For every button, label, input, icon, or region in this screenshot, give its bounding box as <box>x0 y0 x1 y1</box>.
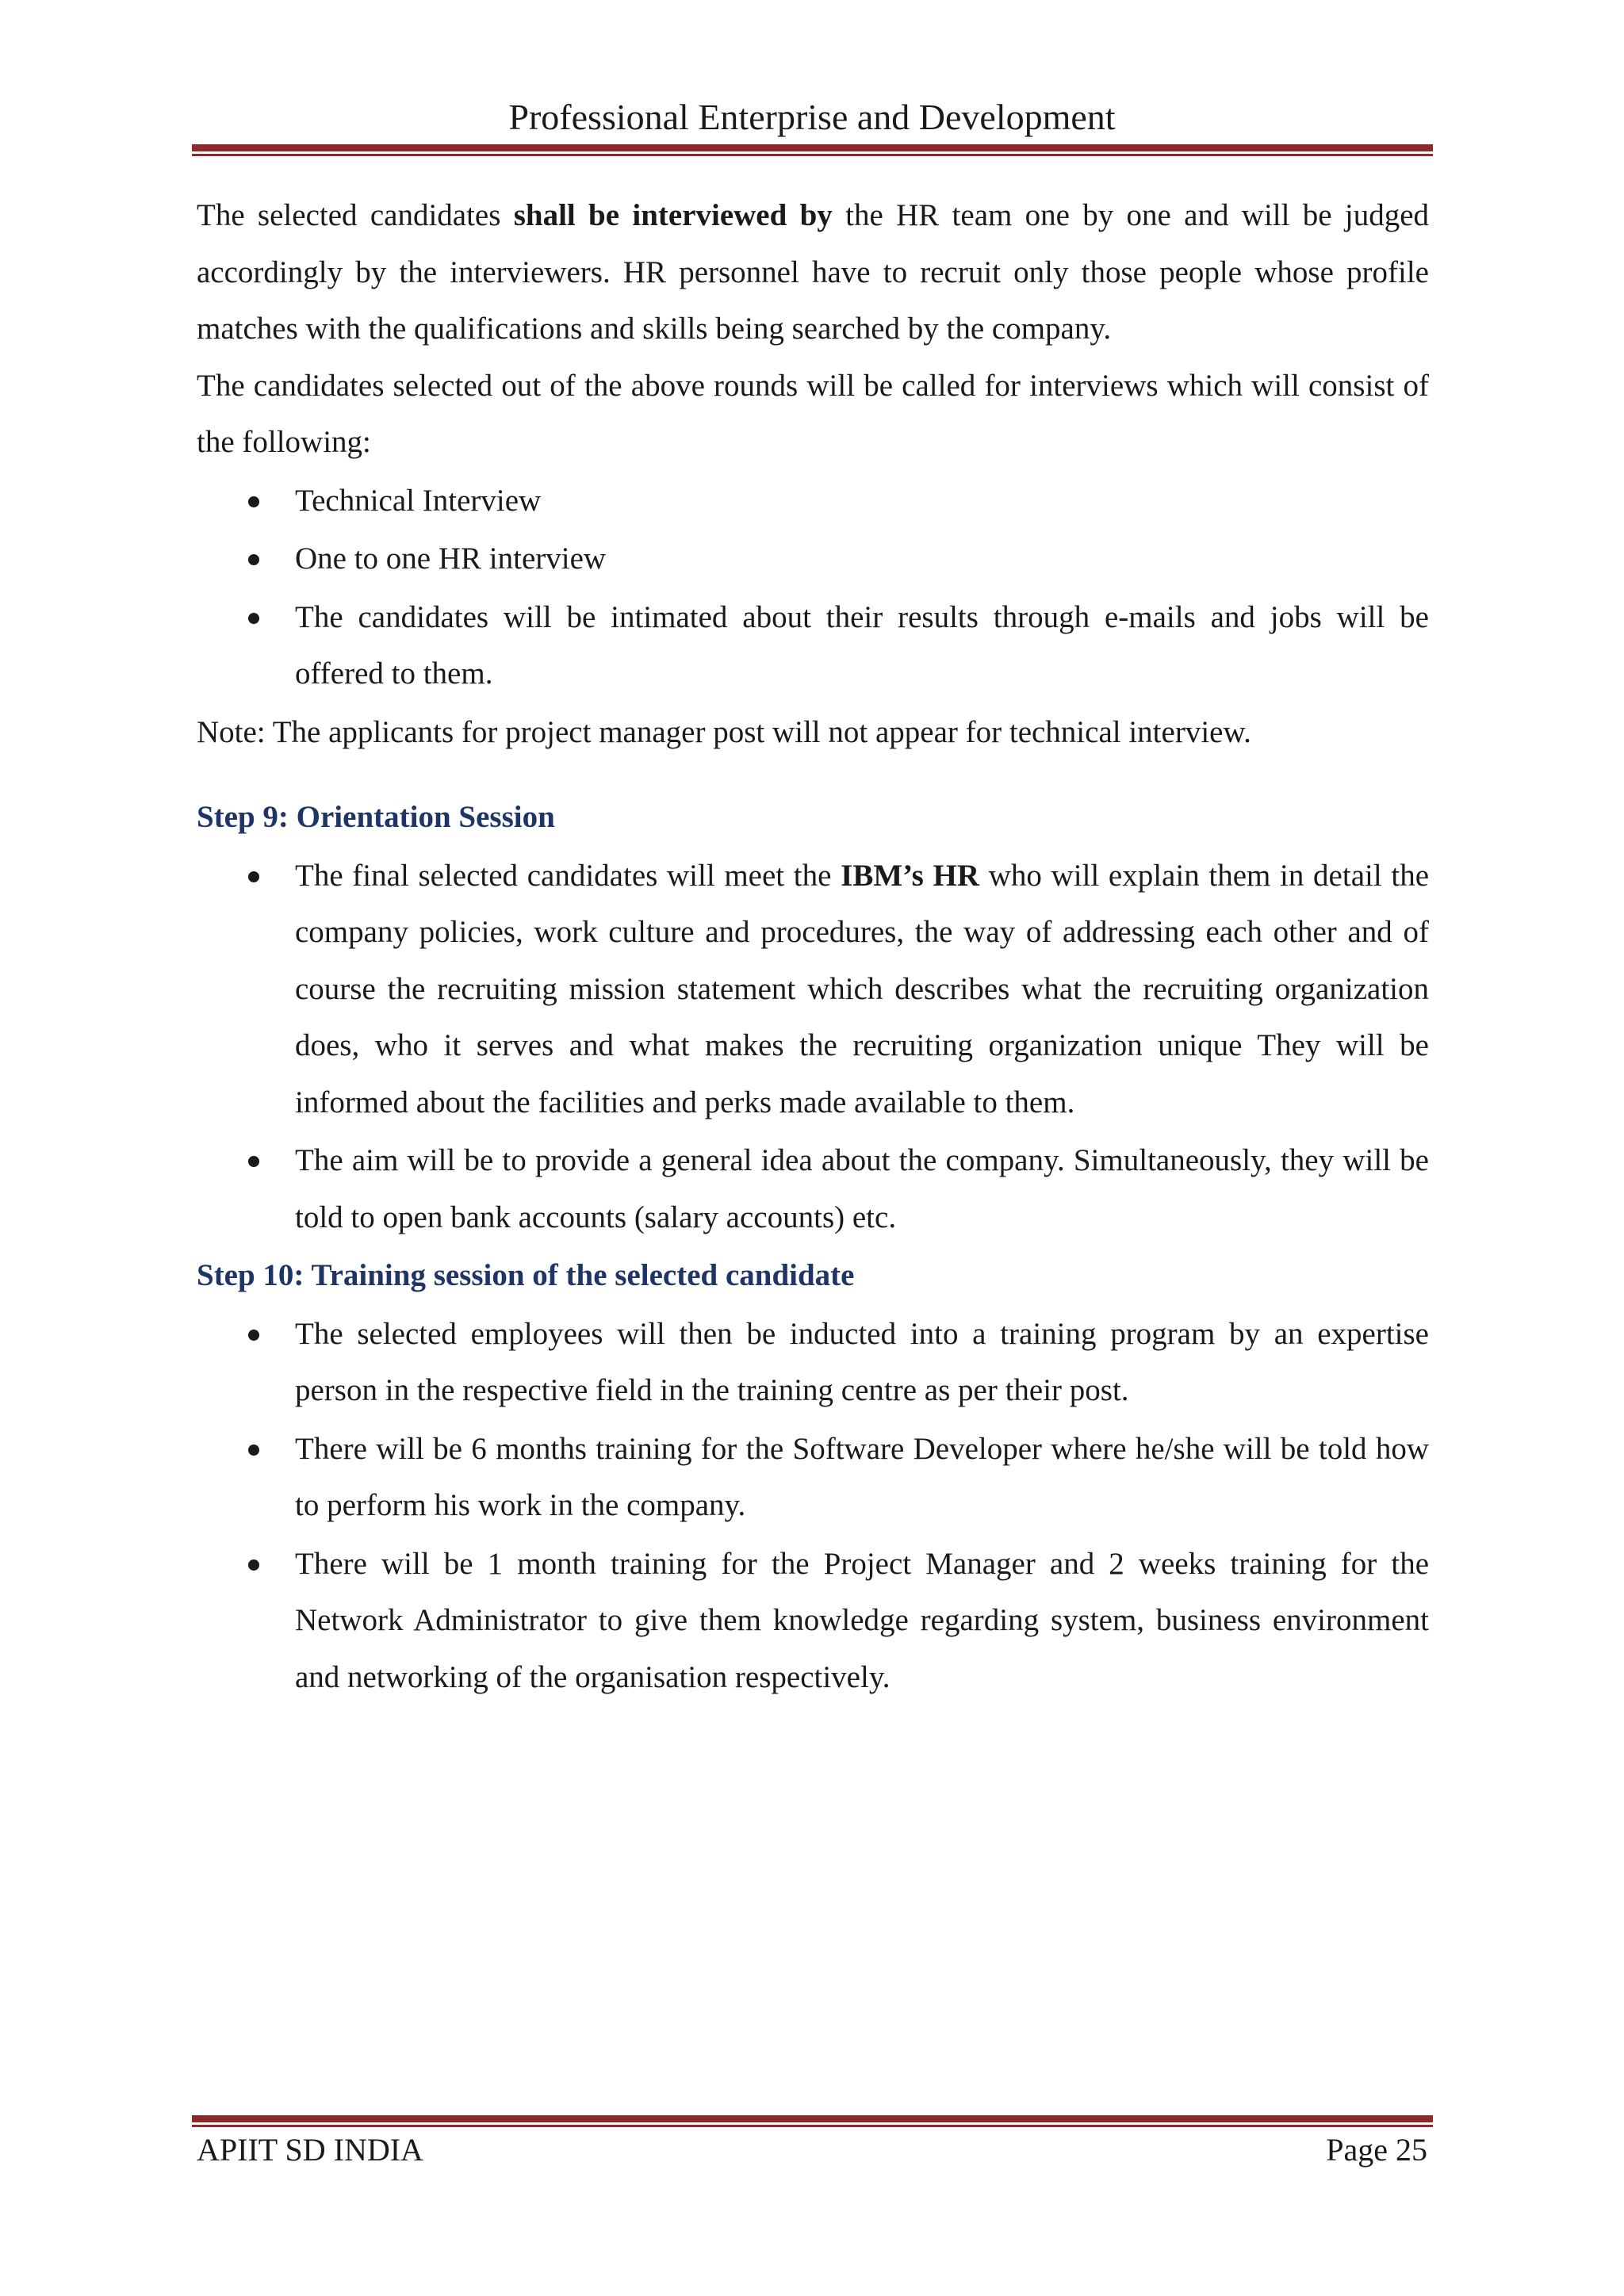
step10-list <box>197 1306 1429 1706</box>
list-item-text: There will be 6 months training for the Software Developer where he/she will be told how to perform his work in the company. <box>295 1431 1429 1522</box>
header-title: Professional Enterprise and Development <box>508 97 1116 137</box>
list-item <box>197 1306 1429 1419</box>
interview-list <box>197 473 1429 702</box>
list-item-text: The selected employees will then be inducted into a training program by an expertise person in the respective field in the training centre as per their post. <box>295 1316 1429 1407</box>
bullet-icon <box>248 871 259 882</box>
list-item-text: There will be 1 month training for the Project Manager and 2 weeks training for the Network Administrator to give them knowledge regarding system, business environment and networking of the organisation respectively. <box>295 1546 1429 1694</box>
header-rule <box>192 144 1433 156</box>
list-item <box>197 589 1429 702</box>
list-item-text: The aim will be to provide a general idea about the company. Simultaneously, they will be told to open bank accounts (salary accounts) etc. <box>295 1143 1429 1234</box>
list-item <box>197 1132 1429 1246</box>
bullet-icon <box>248 613 259 624</box>
list-item-text-end: who will explain them in detail the company policies, work culture and procedures, the way of addressing each other and of course the recruiting mission statement which describes what the recruiting organization does, who it serves and what makes the recruiting organization unique They will be informed about the facilities and perks made available to them. <box>295 858 1430 1119</box>
footer-rule <box>192 2115 1433 2127</box>
bullet-icon <box>248 1445 259 1456</box>
step10-heading: Step 10: Training session of the selected candidate <box>197 1258 855 1292</box>
list-item <box>197 530 1429 587</box>
paragraph-interview-intro <box>197 187 1429 358</box>
list-item <box>197 848 1429 1131</box>
page-number: Page 25 <box>1326 2132 1427 2168</box>
para1-text-end: the HR team one by one and will be judged accordingly by the interviewers. HR personnel have to recruit only those people whose profile matches with the qualifications and skills being searched by the company. <box>197 198 1430 346</box>
bullet-icon <box>248 1156 259 1167</box>
list-item-bold-text: IBM’s HR <box>841 858 980 893</box>
list-item <box>197 1421 1429 1534</box>
step9-heading: Step 9: Orientation Session <box>197 800 555 834</box>
bullet-icon <box>248 496 259 507</box>
step9-list <box>197 848 1429 1246</box>
list-item-text: One to one HR interview <box>295 541 607 576</box>
bullet-icon <box>248 554 259 565</box>
list-item-text-start: The final selected candidates will meet the <box>295 858 841 893</box>
note-text: Note: The applicants for project manager post will not appear for technical interview. <box>197 714 1251 749</box>
bullet-icon <box>248 1559 259 1571</box>
footer-organization: APIIT SD INDIA <box>197 2132 423 2168</box>
para1-text-start: The selected candidates <box>197 198 514 232</box>
list-item-text: Technical Interview <box>295 483 542 518</box>
page-content <box>197 187 1429 1707</box>
para1-bold-text: shall be interviewed by <box>513 198 833 232</box>
list-item <box>197 473 1429 530</box>
list-item <box>197 1536 1429 1706</box>
list-item-text: The candidates will be intimated about their results through e-mails and jobs will be offered to them. <box>295 599 1429 691</box>
bullet-icon <box>248 1330 259 1341</box>
paragraph-interview-rounds: The candidates selected out of the above rounds will be called for interviews which will consist of the following: <box>197 368 1429 459</box>
